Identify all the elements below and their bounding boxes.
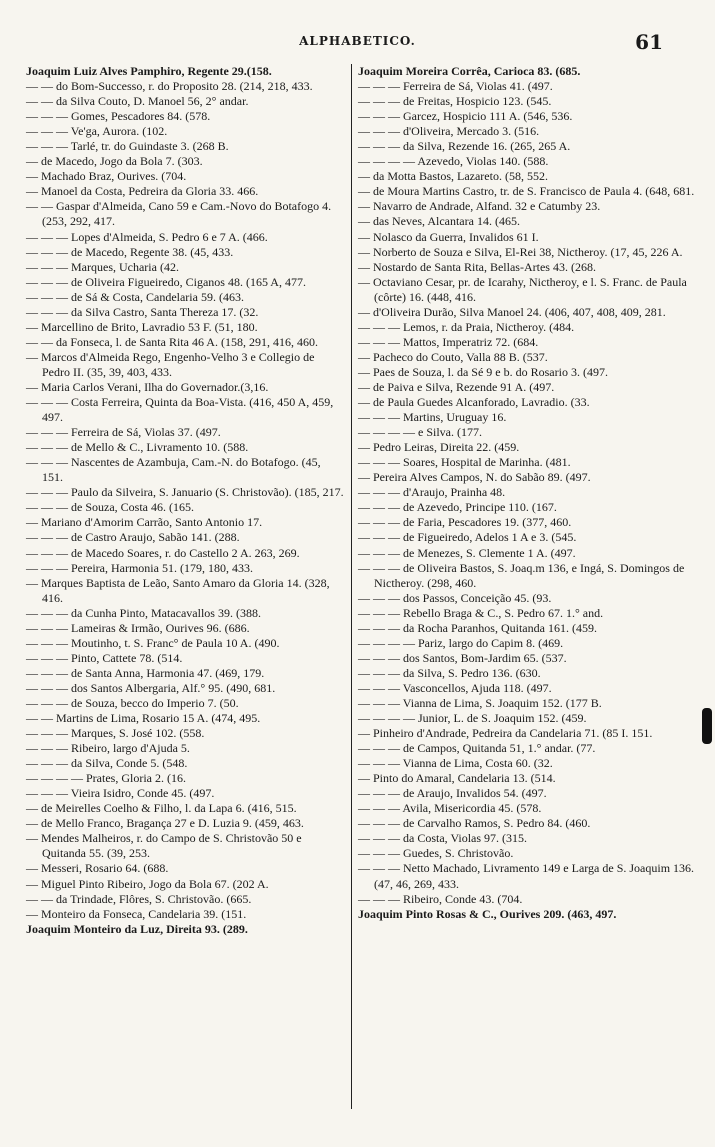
- directory-entry: — — — Lameiras & Irmão, Ourives 96. (686.: [26, 620, 250, 635]
- directory-entry: — — — Guedes, S. Christovão.: [358, 846, 514, 861]
- directory-entry: — — — de Castro Araujo, Sabão 141. (288.: [26, 530, 240, 545]
- directory-entry: — — — de Faria, Pescadores 19. (377, 460.: [358, 515, 572, 530]
- directory-entry: — — — de Souza, Costa 46. (165.: [26, 500, 194, 515]
- page-number: 61: [635, 30, 663, 54]
- directory-entry: — Paes de Souza, l. da Sé 9 e b. do Rosario 3. (497.: [358, 364, 608, 379]
- directory-entry: — — — de Menezes, S. Clemente 1 A. (497.: [358, 545, 576, 560]
- directory-entry: — — — Avila, Misericordia 45. (578.: [358, 801, 542, 816]
- column-divider: [351, 64, 352, 1109]
- directory-entry: — — — dos Santos Albergaria, Alf.° 95. (490, 681.: [26, 680, 276, 695]
- directory-entry: — — — de Oliveira Bastos, S. Joaq.m 136, e Ingá, S. Domingos de Nictheroy. (298, 460.: [358, 560, 685, 590]
- directory-entry: — — — Vianna de Lima, S. Joaquim 152. (177 B.: [358, 695, 602, 710]
- directory-entry: — — — Marques, Ucharia (42.: [26, 259, 179, 274]
- directory-entry: — — — de Carvalho Ramos, S. Pedro 84. (460.: [358, 816, 591, 831]
- directory-entry: — — — d'Oliveira, Mercado 3. (516.: [358, 124, 540, 139]
- directory-entry: — de Macedo, Jogo da Bola 7. (303.: [26, 154, 203, 169]
- directory-entry: — — — de Macedo Soares, r. do Castello 2 A. 263, 269.: [26, 545, 300, 560]
- directory-entry: — — — Ribeiro, Conde 43. (704.: [358, 891, 523, 906]
- directory-entry: — Nolasco da Guerra, Invalidos 61 I.: [358, 229, 539, 244]
- directory-entry: — de Meirelles Coelho & Filho, l. da Lapa 6. (416, 515.: [26, 801, 297, 816]
- directory-entry: — — — Garcez, Hospicio 111 A. (546, 536.: [358, 109, 573, 124]
- directory-entry: — d'Oliveira Durão, Silva Manoel 24. (406, 407, 408, 409, 281.: [358, 304, 666, 319]
- directory-entry: — — — Vieira Isidro, Conde 45. (497.: [26, 786, 215, 801]
- page-header: [0, 28, 715, 58]
- directory-entry: — — — de Azevedo, Principe 110. (167.: [358, 500, 557, 515]
- right-column: [358, 64, 698, 922]
- directory-entry: — — — de Santa Anna, Harmonia 47. (469, 179.: [26, 665, 265, 680]
- directory-entry: — — — — Pariz, largo do Capim 8. (469.: [358, 635, 564, 650]
- directory-entry: — — — Costa Ferreira, Quinta da Boa-Vista. (416, 450 A, 459, 497.: [26, 395, 334, 425]
- directory-entry: — — — de Macedo, Regente 38. (45, 433.: [26, 244, 234, 259]
- directory-entry: — — — Marques, S. José 102. (558.: [26, 726, 205, 741]
- directory-entry: — — — da Silva, Rezende 16. (265, 265 A.: [358, 139, 571, 154]
- directory-entry: — — — — Junior, L. de S. Joaquim 152. (459.: [358, 711, 587, 726]
- directory-entry: — Pedro Leiras, Direita 22. (459.: [358, 440, 520, 455]
- directory-entry: — — — Pinto, Cattete 78. (514.: [26, 650, 183, 665]
- ink-smudge: [702, 708, 712, 744]
- directory-entry: — — — — e Silva. (177.: [358, 425, 482, 440]
- directory-entry: — Monteiro da Fonseca, Candelaria 39. (151.: [26, 906, 247, 921]
- directory-entry: — de Moura Martins Castro, tr. de S. Francisco de Paula 4. (648, 681.: [358, 184, 695, 199]
- directory-entry: — Miguel Pinto Ribeiro, Jogo da Bola 67. (202 A.: [26, 876, 269, 891]
- directory-entry: — Pacheco do Couto, Valla 88 B. (537.: [358, 349, 548, 364]
- directory-entry: — — — Netto Machado, Livramento 149 e Larga de S. Joaquim 136. (47, 46, 269, 433.: [358, 861, 695, 891]
- directory-entry: — — — de Araujo, Invalidos 54. (497.: [358, 786, 547, 801]
- directory-entry: — — — Ribeiro, largo d'Ajuda 5.: [26, 741, 190, 756]
- directory-entry: — — — Soares, Hospital de Marinha. (481.: [358, 455, 571, 470]
- directory-entry: — — — Rebello Braga & C., S. Pedro 67. 1.° and.: [358, 605, 604, 620]
- directory-entry: — de Paiva e Silva, Rezende 91 A. (497.: [358, 379, 555, 394]
- directory-entry: — — da Trindade, Flôres, S. Christovão. (665.: [26, 891, 252, 906]
- directory-entry: Joaquim Luiz Alves Pamphiro, Regente 29.(158.: [26, 64, 272, 78]
- directory-entry: — Messeri, Rosario 64. (688.: [26, 861, 169, 876]
- running-title: ALPHABETICO.: [299, 34, 416, 48]
- directory-entry: — — — Vasconcellos, Ajuda 118. (497.: [358, 680, 552, 695]
- directory-entry: — — — da Silva, S. Pedro 136. (630.: [358, 665, 541, 680]
- directory-entry: — — — — Prates, Gloria 2. (16.: [26, 771, 186, 786]
- directory-entry: — — — de Mello & C., Livramento 10. (588.: [26, 440, 249, 455]
- directory-entry: — — — dos Passos, Conceição 45. (93.: [358, 590, 552, 605]
- directory-entry: — Norberto de Souza e Silva, El-Rei 38, Nictheroy. (17, 45, 226 A.: [358, 244, 683, 259]
- directory-entry: — Maria Carlos Verani, Ilha do Governador.(3,16.: [26, 379, 269, 394]
- directory-entry: — — Martins de Lima, Rosario 15 A. (474, 495.: [26, 711, 261, 726]
- directory-entry: — — — Moutinho, t. S. Franc° de Paula 10 A. (490.: [26, 635, 280, 650]
- directory-entry: — — — Nascentes de Azambuja, Cam.-N. do Botafogo. (45, 151.: [26, 455, 321, 485]
- directory-entry: — — — Vianna de Lima, Costa 60. (32.: [358, 756, 553, 771]
- directory-entry: — — — d'Araujo, Prainha 48.: [358, 485, 506, 500]
- directory-entry: — das Neves, Alcantara 14. (465.: [358, 214, 520, 229]
- directory-entry: — — — de Freitas, Hospicio 123. (545.: [358, 94, 552, 109]
- directory-entry: — — — dos Santos, Bom-Jardim 65. (537.: [358, 650, 567, 665]
- directory-entry: — — — de Souza, becco do Imperio 7. (50.: [26, 695, 239, 710]
- directory-entry: — — da Silva Couto, D. Manoel 56, 2° andar.: [26, 94, 249, 109]
- directory-entry: — de Mello Franco, Bragança 27 e D. Luzia 9. (459, 463.: [26, 816, 304, 831]
- directory-entry: — — — da Rocha Paranhos, Quitanda 161. (459.: [358, 620, 597, 635]
- directory-entry: — — Gaspar d'Almeida, Cano 59 e Cam.-Novo do Botafogo 4. (253, 292, 417.: [26, 199, 332, 229]
- directory-entry: — — — da Cunha Pinto, Matacavallos 39. (388.: [26, 605, 261, 620]
- directory-entry: — Octaviano Cesar, pr. de Icarahy, Nictheroy, e l. S. Franc. de Paula (côrte) 16. (448, 416.: [358, 274, 687, 304]
- directory-entry: Joaquim Monteiro da Luz, Direita 93. (289.: [26, 921, 248, 936]
- directory-entry: — — — Lemos, r. da Praia, Nictheroy. (484.: [358, 319, 575, 334]
- directory-entry: — — — Tarlé, tr. do Guindaste 3. (268 B.: [26, 139, 229, 154]
- directory-entry: — — — de Oliveira Figueiredo, Ciganos 48. (165 A, 477.: [26, 274, 306, 289]
- directory-entry: — — — Gomes, Pescadores 84. (578.: [26, 109, 211, 124]
- directory-entry: — — — Ve'ga, Aurora. (102.: [26, 124, 168, 139]
- directory-entry: — Pinheiro d'Andrade, Pedreira da Candelaria 71. (85 I. 151.: [358, 726, 653, 741]
- directory-entry: — Nostardo de Santa Rita, Bellas-Artes 43. (268.: [358, 259, 596, 274]
- directory-entry: — — — Ferreira de Sá, Violas 37. (497.: [26, 425, 221, 440]
- directory-entry: — Marcos d'Almeida Rego, Engenho-Velho 3 e Collegio de Pedro II. (35, 39, 403, 433.: [26, 349, 315, 379]
- directory-entry: — — — da Silva Castro, Santa Thereza 17. (32.: [26, 304, 259, 319]
- directory-entry: — — — Mattos, Imperatriz 72. (684.: [358, 334, 539, 349]
- directory-entry: — — da Fonseca, l. de Santa Rita 46 A. (158, 291, 416, 460.: [26, 334, 318, 349]
- directory-entry: — Marques Baptista de Leão, Santo Amaro da Gloria 14. (328, 416.: [26, 575, 330, 605]
- directory-entry: — — — Martins, Uruguay 16.: [358, 410, 507, 425]
- directory-entry: — Mariano d'Amorim Carrão, Santo Antonio 17.: [26, 515, 263, 530]
- directory-entry: — Marcellino de Brito, Lavradio 53 F. (51, 180.: [26, 319, 258, 334]
- directory-entry: — Machado Braz, Ourives. (704.: [26, 169, 187, 184]
- directory-entry: — da Motta Bastos, Lazareto. (58, 552.: [358, 169, 548, 184]
- directory-entry: — — — da Silva, Conde 5. (548.: [26, 756, 188, 771]
- directory-entry: — — — Pereira, Harmonia 51. (179, 180, 433.: [26, 560, 253, 575]
- directory-entry: — Manoel da Costa, Pedreira da Gloria 33. 466.: [26, 184, 259, 199]
- directory-entry: — — — Paulo da Silveira, S. Januario (S. Christovão). (185, 217.: [26, 485, 344, 500]
- directory-entry: — — — Lopes d'Almeida, S. Pedro 6 e 7 A. (466.: [26, 229, 268, 244]
- directory-entry: — — — de Figueiredo, Adelos 1 A e 3. (545.: [358, 530, 577, 545]
- directory-entry: — — — de Sá & Costa, Candelaria 59. (463.: [26, 289, 244, 304]
- directory-entry: — Pinto do Amaral, Candelaria 13. (514.: [358, 771, 556, 786]
- directory-entry: — — — da Costa, Violas 97. (315.: [358, 831, 528, 846]
- directory-entry: — Mendes Malheiros, r. do Campo de S. Christovão 50 e Quitanda 55. (39, 253.: [26, 831, 302, 861]
- directory-entry: — de Paula Guedes Alcanforado, Lavradio. (33.: [358, 395, 590, 410]
- left-column: [26, 64, 344, 937]
- directory-entry: Joaquim Moreira Corrêa, Carioca 83. (685.: [358, 64, 581, 78]
- directory-entry: — — — de Campos, Quitanda 51, 1.° andar. (77.: [358, 741, 596, 756]
- directory-entry: — — — — Azevedo, Violas 140. (588.: [358, 154, 549, 169]
- directory-entry: — — do Bom-Successo, r. do Proposito 28. (214, 218, 433.: [26, 79, 313, 94]
- directory-entry: — Navarro de Andrade, Alfand. 32 e Catumby 23.: [358, 199, 601, 214]
- directory-entry: Joaquim Pinto Rosas & C., Ourives 209. (463, 497.: [358, 906, 617, 921]
- directory-entry: — — — Ferreira de Sá, Violas 41. (497.: [358, 79, 553, 94]
- directory-entry: — Pereira Alves Campos, N. do Sabão 89. (497.: [358, 470, 591, 485]
